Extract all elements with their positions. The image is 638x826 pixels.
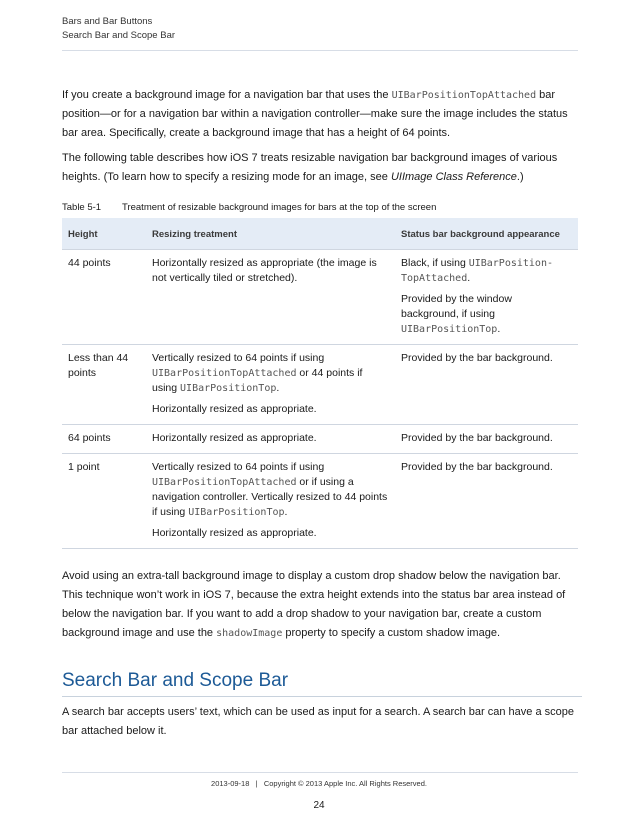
resizing-table <box>62 218 578 549</box>
table-row <box>62 454 578 549</box>
footer-rule <box>62 772 578 773</box>
table-row <box>62 345 578 425</box>
cell-status: Black, if using UIBarPosition-TopAttached. Provided by the window background, if using UIBarPositionTop. <box>395 250 578 345</box>
footer-copyright: 2013-09-18 | Copyright © 2013 Apple Inc. All Rights Reserved. <box>211 779 427 788</box>
table-row <box>62 425 578 454</box>
running-header <box>62 15 175 43</box>
code-constant: UIBarPositionTopAttached <box>152 477 297 488</box>
cell-resizing: Vertically resized to 64 points if using UIBarPositionTopAttached or 44 points if using UIBarPositionTop. Horizontally resized as appropriate. <box>146 345 395 425</box>
table-row <box>62 250 578 345</box>
code-constant: UIBarPositionTop <box>180 383 277 394</box>
table-number: Table 5-1 <box>62 202 102 213</box>
section-rule <box>62 696 582 697</box>
cell-height: 44 points <box>62 250 146 345</box>
cell-resizing: Horizontally resized as appropriate. <box>146 425 395 454</box>
col-header-height: Height <box>62 218 146 250</box>
cell-status: Provided by the bar background. <box>395 345 578 425</box>
table-header-row <box>62 218 578 250</box>
cell-height: 1 point <box>62 454 146 549</box>
header-rule <box>62 50 578 51</box>
code-constant: UIBarPosition-TopAttached <box>401 258 553 284</box>
paragraph-table-intro: The following table describes how iOS 7 treats resizable navigation bar background images of various heights. (To learn how to specify a resizing mode for an image, see UIImage Class Reference.) <box>62 152 558 183</box>
code-constant: shadowImage <box>216 628 283 639</box>
page-number: 24 <box>313 800 325 811</box>
cell-status: Provided by the bar background. <box>395 454 578 549</box>
class-reference-link[interactable]: UIImage Class Reference <box>390 171 517 183</box>
cell-height: 64 points <box>62 425 146 454</box>
cell-height: Less than 44 points <box>62 345 146 425</box>
section-heading: Search Bar and Scope Bar <box>62 670 289 691</box>
code-constant: UIBarPositionTop <box>401 324 498 335</box>
table-title: Treatment of resizable background images for bars at the top of the screen <box>122 202 437 213</box>
cell-status: Provided by the bar background. <box>395 425 578 454</box>
code-constant: UIBarPositionTopAttached <box>391 90 537 101</box>
cell-resizing: Vertically resized to 64 points if using UIBarPositionTopAttached or if using a navigation controller. Vertically resized to 44 points if using UIBarPositionTop. Horizontally resized as appropriate. <box>146 454 395 549</box>
paragraph-background-image: If you create a background image for a navigation bar that uses the UIBarPositionTopAttached bar position—or for a navigation bar within a navigation controller—make sure the image includes the status bar area. Specifically, create a background image that has a height of 64 points. <box>62 89 568 139</box>
code-constant: UIBarPositionTopAttached <box>152 368 297 379</box>
code-constant: UIBarPositionTop <box>188 507 285 518</box>
header-chapter: Bars and Bar Buttons <box>62 16 153 27</box>
col-header-status: Status bar background appearance <box>395 218 578 250</box>
paragraph-drop-shadow: Avoid using an extra-tall background image to display a custom drop shadow below the navigation bar. This technique won’t work in iOS 7, because the extra height extends into the status bar area instead of below the navigation bar. If you want to add a drop shadow to your navigation bar, create a custom background image and use the shadowImage property to specify a custom shadow image. <box>62 570 566 639</box>
paragraph-search-bar: A search bar accepts users’ text, which can be used as input for a search. A search bar can have a scope bar attached below it. <box>62 706 574 737</box>
table-caption <box>62 202 436 213</box>
header-section: Search Bar and Scope Bar <box>62 30 176 41</box>
col-header-resizing: Resizing treatment <box>146 218 395 250</box>
cell-resizing: Horizontally resized as appropriate (the image is not vertically tiled or stretched). <box>146 250 395 345</box>
